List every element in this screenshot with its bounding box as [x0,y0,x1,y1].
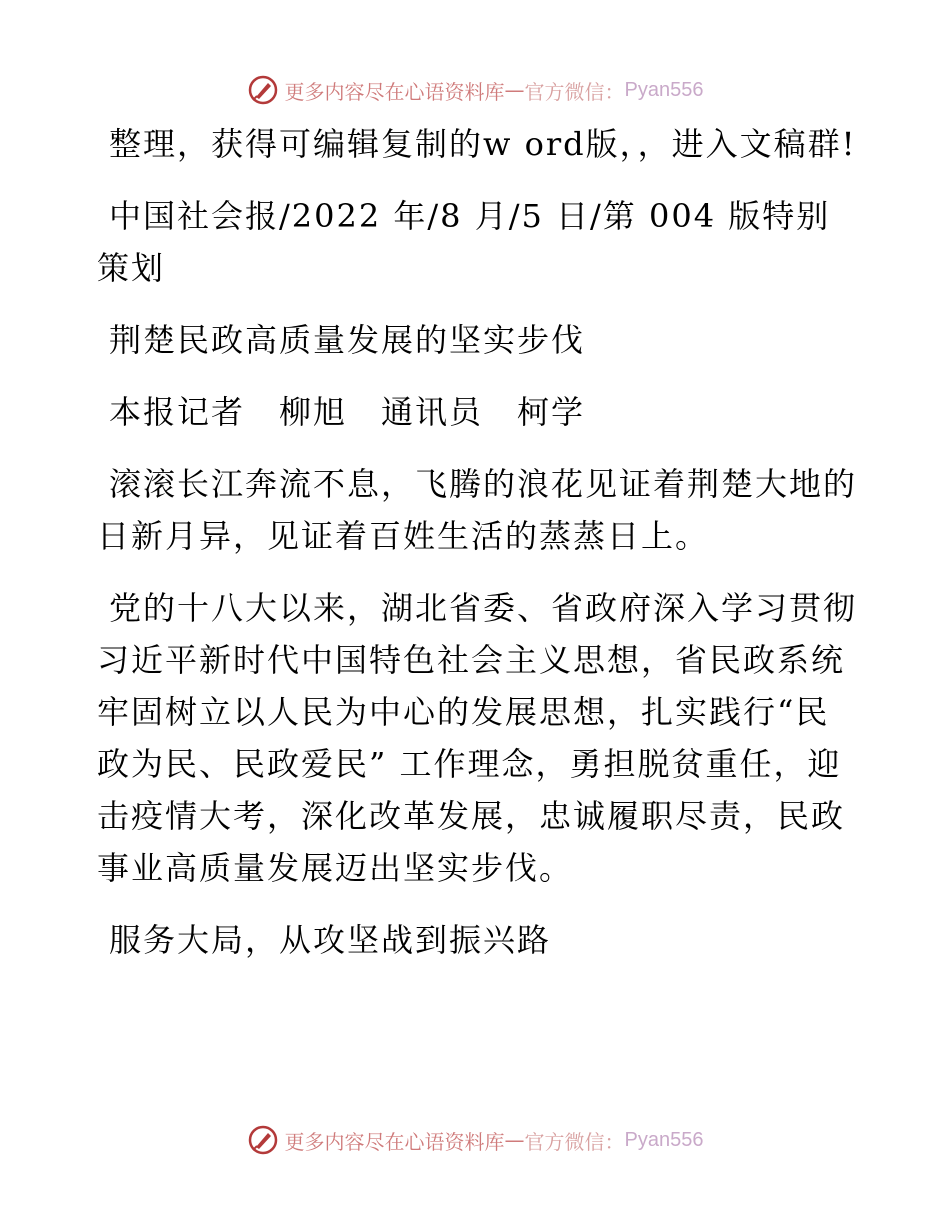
watermark-dash: — [504,1128,525,1152]
article-title: 荆楚民政高质量发展的坚实步伐 [109,321,586,359]
section-heading: 服务大局，从攻坚战到振兴路 [109,921,552,959]
watermark-handle: Pyan556 [624,1128,704,1151]
article-byline: 本报记者 柳旭 通讯员 柯学 [109,393,586,431]
paragraph-source: 中国社会报/2022 年/8 月/5 日/第 004 版特别策划 [97,197,831,287]
watermark-handle: Pyan556 [624,78,704,101]
paragraph-body: 党的十八大以来，湖北省委、省政府深入学习贯彻习近平新时代中国特色社会主义思想，省民政系统牢固树立以人民为中心的发展思想，扎实践行“民政为民、民政爱民” 工作理念，勇担脱贫重任，迎击疫情大考，深化改革发展，忠诚履职尽责，民政事业高质量发展迈出坚实步伐。 [97,589,858,887]
paragraph-intro: 整理，获得可编辑复制的w ord版，，进入文稿群! [109,125,857,163]
watermark-wechat: 官方微信： [524,1129,625,1154]
pen-logo-icon [247,74,279,106]
watermark-text: 更多内容尽在心语资料库 [284,79,505,104]
pen-logo-icon [247,1124,279,1156]
watermark-wechat: 官方微信： [524,79,625,104]
paragraph-lead: 滚滚长江奔流不息，飞腾的浪花见证着荆楚大地的日新月异，见证着百姓生活的蒸蒸日上。 [97,465,858,555]
footer-watermark [0,1120,950,1160]
watermark-text: 更多内容尽在心语资料库 [284,1129,505,1154]
header-watermark [0,70,950,110]
document-body [97,118,857,986]
watermark-dash: — [504,78,525,102]
